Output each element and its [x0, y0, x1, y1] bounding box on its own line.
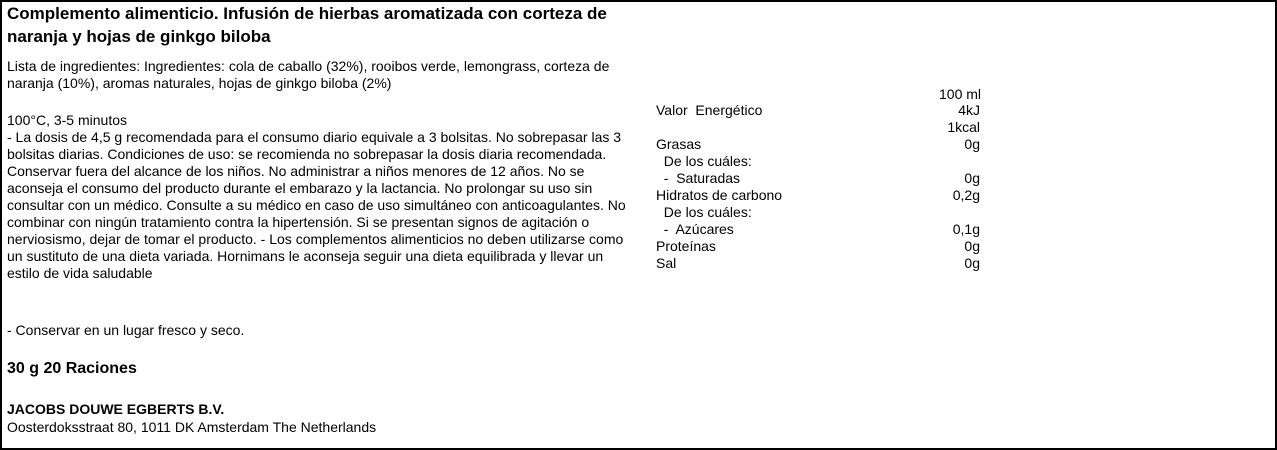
nutrition-header: 100 ml: [939, 86, 982, 102]
net-amount: 30 g 20 Raciones: [7, 360, 137, 377]
nutrition-value: 0g: [964, 255, 980, 271]
nutrition-row-fat: [656, 136, 980, 153]
product-title: Complemento alimenticio. Infusión de hierbas aromatizada con corteza de naranja y hojas de ginkgo biloba: [7, 4, 607, 46]
nutrition-label: De los cuáles:: [656, 204, 752, 220]
nutrition-row-carbohydrates: [656, 187, 980, 204]
nutrition-row-energy-kj: [656, 102, 980, 119]
nutrition-value: 1kcal: [947, 119, 980, 135]
nutrition-row-fat-subheading: [656, 153, 980, 170]
nutrition-label: De los cuáles:: [656, 153, 752, 169]
nutrition-value: 0,1g: [952, 221, 980, 237]
nutrition-label: Grasas: [656, 136, 702, 152]
nutrition-label: Sal: [656, 255, 677, 271]
nutrition-row-salt: [656, 255, 980, 272]
nutrition-value: 4kJ: [958, 102, 980, 118]
nutrition-value: 0g: [964, 238, 980, 254]
preparation-instructions: 100°C, 3-5 minutos: [7, 112, 127, 128]
nutrition-label: Valor Energético: [656, 102, 763, 118]
nutrition-row-sugars: [656, 221, 980, 238]
nutrition-label: Hidratos de carbono: [656, 187, 783, 203]
nutrition-label: - Saturadas: [656, 170, 741, 186]
storage-instructions: - Conservar en un lugar fresco y seco.: [7, 322, 245, 338]
usage-warnings: - La dosis de 4,5 g recomendada para el consumo diario equivale a 3 bolsitas. No sobrepasar las 3 bolsitas diarias. Condiciones de uso: se recomienda no sobrepasar la dosis diaria recomendada. Conservar fuera del alcance de los niños. No administrar a niños menores de 12 años. No se aconseja el consumo del producto durante el embarazo y la lactancia. No prolongar su uso sin consultar con un médico. Consulte a su médico en caso de uso simultáneo con anticoagulantes. No combinar con ningún tratamiento contra la hipertensión. Si se presentan signos de agitación o nerviosismo, dejar de tomar el producto. - Los complementos alimenticios no deben utilizarse como un sustituto de una dieta variada. Hornimans le aconseja seguir una dieta equilibrada y llevar un estilo de vida saludable: [7, 129, 626, 281]
nutrition-value: 0g: [964, 136, 980, 152]
nutrition-row-energy-kcal: [656, 119, 980, 136]
nutrition-row-protein: [656, 238, 980, 255]
nutrition-row-saturated: [656, 170, 980, 187]
company-name: JACOBS DOUWE EGBERTS B.V.: [7, 401, 225, 417]
nutrition-label: - Azúcares: [656, 221, 734, 237]
ingredients-list: Lista de ingredientes: Ingredientes: cola de caballo (32%), rooibos verde, lemongrass, corteza de naranja (10%), aromas naturales, hojas de ginkgo biloba (2%): [7, 58, 610, 91]
nutrition-row-carb-subheading: [656, 204, 980, 221]
nutrition-value: 0g: [964, 170, 980, 186]
company-address: Oosterdoksstraat 80, 1011 DK Amsterdam The Netherlands: [7, 419, 377, 435]
nutrition-label: Proteínas: [656, 238, 716, 254]
nutrition-value: 0,2g: [952, 187, 980, 203]
